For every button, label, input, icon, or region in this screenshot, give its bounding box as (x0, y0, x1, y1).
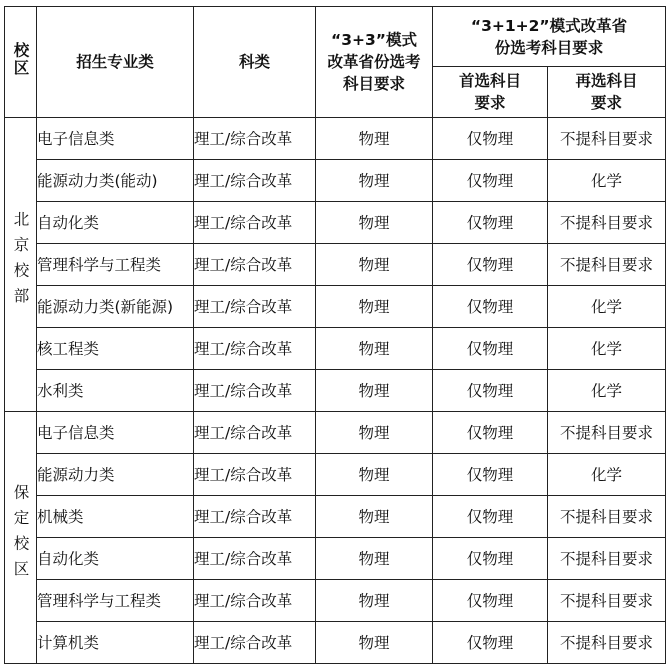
header-mode-3-1-2: “3+1+2”模式改革省份选考科目要求 (433, 7, 666, 67)
first-choice-cell: 仅物理 (433, 454, 548, 496)
header-row-1 (5, 7, 666, 67)
campus-name: 保定校区 (11, 483, 30, 586)
table-row (5, 454, 666, 496)
major-cell: 电子信息类 (37, 118, 194, 160)
table-row (5, 538, 666, 580)
major-cell: 管理科学与工程类 (37, 244, 194, 286)
table-row (5, 286, 666, 328)
subject-requirements-table (4, 6, 666, 664)
header-major: 招生专业类 (37, 7, 194, 118)
mode-3-3-cell: 物理 (316, 496, 433, 538)
second-choice-cell: 化学 (548, 328, 666, 370)
major-cell: 水利类 (37, 370, 194, 412)
first-choice-cell: 仅物理 (433, 118, 548, 160)
major-cell: 电子信息类 (37, 412, 194, 454)
major-cell: 管理科学与工程类 (37, 580, 194, 622)
kelei-cell: 理工/综合改革 (194, 496, 316, 538)
major-cell: 能源动力类(能动) (37, 160, 194, 202)
second-choice-cell: 化学 (548, 454, 666, 496)
kelei-cell: 理工/综合改革 (194, 538, 316, 580)
table-row (5, 496, 666, 538)
kelei-cell: 理工/综合改革 (194, 412, 316, 454)
first-choice-cell: 仅物理 (433, 328, 548, 370)
second-choice-cell: 化学 (548, 160, 666, 202)
major-cell: 核工程类 (37, 328, 194, 370)
mode-3-3-cell: 物理 (316, 580, 433, 622)
table-body (5, 118, 666, 664)
first-choice-cell: 仅物理 (433, 160, 548, 202)
major-cell: 机械类 (37, 496, 194, 538)
mode-3-3-cell: 物理 (316, 160, 433, 202)
kelei-cell: 理工/综合改革 (194, 202, 316, 244)
second-choice-cell: 不提科目要求 (548, 622, 666, 664)
campus-cell (5, 118, 37, 412)
second-choice-cell: 化学 (548, 286, 666, 328)
table-row (5, 118, 666, 160)
header-mode-3-3: “3+3”模式改革省份选考科目要求 (316, 7, 433, 118)
table-row (5, 202, 666, 244)
header-campus: 校区 (5, 7, 37, 118)
header-second-choice: 再选科目要求 (548, 67, 666, 118)
second-choice-cell: 不提科目要求 (548, 580, 666, 622)
second-choice-cell: 不提科目要求 (548, 412, 666, 454)
first-choice-cell: 仅物理 (433, 370, 548, 412)
mode-3-3-cell: 物理 (316, 286, 433, 328)
kelei-cell: 理工/综合改革 (194, 328, 316, 370)
second-choice-cell: 不提科目要求 (548, 118, 666, 160)
second-choice-cell: 不提科目要求 (548, 496, 666, 538)
first-choice-cell: 仅物理 (433, 202, 548, 244)
mode-3-3-cell: 物理 (316, 622, 433, 664)
kelei-cell: 理工/综合改革 (194, 580, 316, 622)
major-cell: 能源动力类(新能源) (37, 286, 194, 328)
first-choice-cell: 仅物理 (433, 244, 548, 286)
second-choice-cell: 不提科目要求 (548, 202, 666, 244)
first-choice-cell: 仅物理 (433, 412, 548, 454)
header-kelei: 科类 (194, 7, 316, 118)
mode-3-3-cell: 物理 (316, 118, 433, 160)
major-cell: 能源动力类 (37, 454, 194, 496)
table-row (5, 244, 666, 286)
first-choice-cell: 仅物理 (433, 496, 548, 538)
table-row (5, 580, 666, 622)
mode-3-3-cell: 物理 (316, 328, 433, 370)
campus-name: 北京校部 (11, 210, 30, 313)
first-choice-cell: 仅物理 (433, 580, 548, 622)
mode-3-3-cell: 物理 (316, 538, 433, 580)
second-choice-cell: 不提科目要求 (548, 538, 666, 580)
mode-3-3-cell: 物理 (316, 244, 433, 286)
second-choice-cell: 化学 (548, 370, 666, 412)
first-choice-cell: 仅物理 (433, 538, 548, 580)
table-row (5, 622, 666, 664)
mode-3-3-cell: 物理 (316, 454, 433, 496)
second-choice-cell: 不提科目要求 (548, 244, 666, 286)
mode-3-3-cell: 物理 (316, 412, 433, 454)
first-choice-cell: 仅物理 (433, 286, 548, 328)
major-cell: 自动化类 (37, 538, 194, 580)
kelei-cell: 理工/综合改革 (194, 622, 316, 664)
kelei-cell: 理工/综合改革 (194, 118, 316, 160)
kelei-cell: 理工/综合改革 (194, 160, 316, 202)
header-first-choice: 首选科目要求 (433, 67, 548, 118)
kelei-cell: 理工/综合改革 (194, 286, 316, 328)
major-cell: 自动化类 (37, 202, 194, 244)
major-cell: 计算机类 (37, 622, 194, 664)
kelei-cell: 理工/综合改革 (194, 370, 316, 412)
table-row (5, 370, 666, 412)
table-row (5, 160, 666, 202)
mode-3-3-cell: 物理 (316, 202, 433, 244)
table-row (5, 412, 666, 454)
mode-3-3-cell: 物理 (316, 370, 433, 412)
kelei-cell: 理工/综合改革 (194, 244, 316, 286)
table-row (5, 328, 666, 370)
kelei-cell: 理工/综合改革 (194, 454, 316, 496)
campus-cell (5, 412, 37, 664)
first-choice-cell: 仅物理 (433, 622, 548, 664)
